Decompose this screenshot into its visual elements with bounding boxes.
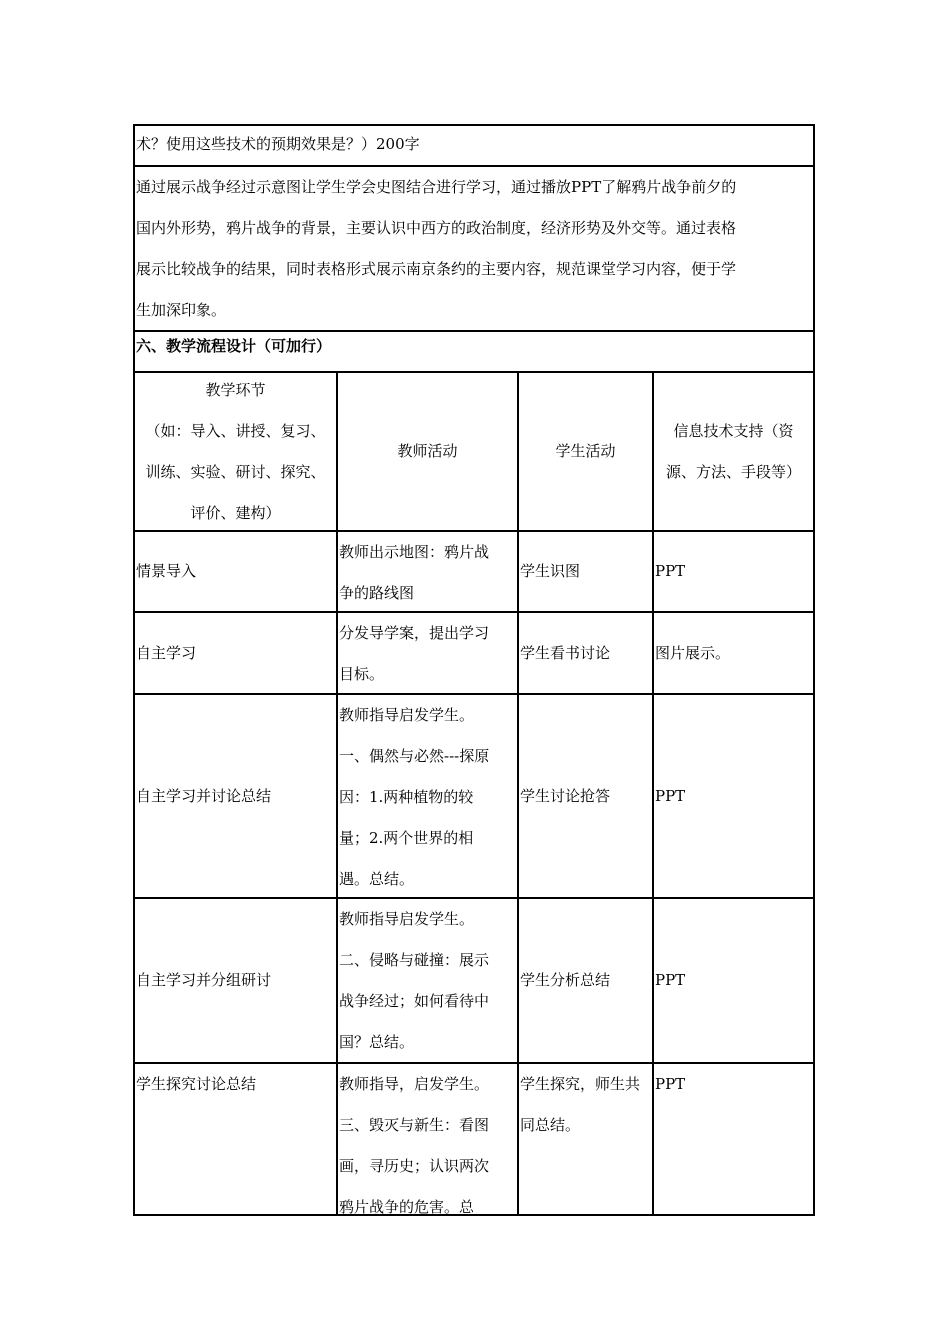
header-stage-line: 教学环节: [205, 380, 266, 399]
teacher-line: 国？总结。: [339, 1033, 415, 1051]
stage-text: 情景导入: [136, 562, 197, 580]
stage-cell: [135, 613, 338, 693]
table-row: [135, 1064, 815, 1216]
teacher-line: 鸦片战争的危害。总: [339, 1198, 475, 1214]
header-row: [135, 373, 815, 532]
header-tech-line: 信息技术支持（资: [673, 421, 794, 440]
section-title-row: [135, 332, 815, 373]
answer-line: 通过展示战争经过示意图让学生学会史图结合进行学习，通过播放PPT了解鸦片战争前夕的: [136, 178, 737, 196]
stage-cell: [135, 532, 338, 611]
stage-text: 自主学习并分组研讨: [136, 971, 272, 989]
stage-cell: [135, 1064, 338, 1214]
stage-cell: [135, 899, 338, 1062]
header-stage: [135, 373, 338, 530]
table-row: [135, 695, 815, 899]
tech-text: 图片展示。: [655, 643, 731, 662]
header-student-label: 学生活动: [555, 442, 616, 460]
student-line: 同总结。: [520, 1116, 581, 1134]
student-cell: [519, 899, 654, 1062]
student-cell: [519, 695, 654, 897]
student-text: 学生看书讨论: [520, 643, 611, 662]
tech-cell: [654, 613, 815, 693]
stage-text: 自主学习并讨论总结: [136, 786, 272, 805]
teacher-line: 教师指导启发学生。: [339, 910, 475, 928]
header-tech: [654, 373, 815, 530]
header-teacher: [338, 373, 519, 530]
answer-line: 国内外形势，鸦片战争的背景，主要认识中西方的政治制度，经济形势及外交等。通过表格: [136, 219, 737, 237]
answer-line: 生加深印象。: [136, 301, 227, 319]
stage-text: 学生探究讨论总结: [136, 1075, 257, 1093]
lesson-plan-table: [133, 124, 815, 1216]
teacher-line: 分发导学案，提出学习: [339, 624, 490, 642]
stage-text: 自主学习: [136, 643, 197, 662]
teacher-line: 因：1.两种植物的较: [339, 788, 474, 806]
header-stage-line: 评价、建构）: [190, 503, 281, 522]
teacher-cell: [338, 532, 519, 611]
student-cell: [519, 1064, 654, 1214]
table-row: [135, 613, 815, 695]
teacher-line: 教师指导，启发学生。: [339, 1075, 490, 1093]
student-line: 学生探究，师生共: [520, 1075, 641, 1093]
header-student: [519, 373, 654, 530]
teacher-line: 教师出示地图：鸦片战: [339, 543, 490, 561]
teacher-line: 战争经过；如何看待中: [339, 992, 490, 1010]
student-text: 学生识图: [520, 562, 581, 580]
tech-text: PPT: [655, 1075, 686, 1093]
header-tech-line: 源、方法、手段等）: [665, 462, 801, 481]
teacher-cell: [338, 613, 519, 693]
teacher-line: 二、侵略与碰撞：展示: [339, 951, 490, 969]
answer-row: [135, 167, 815, 332]
teacher-cell: [338, 695, 519, 897]
teacher-line: 量；2.两个世界的相: [339, 829, 474, 847]
header-stage-line: （如：导入、讲授、复习、: [145, 421, 326, 440]
tech-cell: [654, 695, 815, 897]
teacher-line: 一、偶然与必然---探原: [339, 747, 490, 765]
tech-cell: [654, 532, 815, 611]
teacher-line: 遇。总结。: [339, 870, 415, 888]
teacher-cell: [338, 1064, 519, 1214]
teacher-line: 争的路线图: [339, 584, 415, 602]
section-title: 六、教学流程设计（可加行）: [135, 332, 815, 371]
question-row: [135, 126, 815, 167]
header-teacher-label: 教师活动: [397, 442, 458, 460]
question-text: 术？使用这些技术的预期效果是？）200字: [135, 126, 815, 165]
tech-text: PPT: [655, 971, 686, 989]
tech-cell: [654, 899, 815, 1062]
header-stage-line: 训练、实验、研讨、探究、: [145, 462, 326, 481]
teacher-line: 教师指导启发学生。: [339, 706, 475, 724]
student-cell: [519, 613, 654, 693]
student-text: 学生分析总结: [520, 971, 611, 989]
tech-text: PPT: [655, 562, 686, 580]
answer-paragraph: [135, 167, 815, 330]
tech-text: PPT: [655, 786, 686, 805]
teacher-line: 三、毁灭与新生：看图: [339, 1116, 490, 1134]
teacher-line: 目标。: [339, 665, 385, 683]
stage-cell: [135, 695, 338, 897]
student-text: 学生讨论抢答: [520, 786, 611, 805]
answer-line: 展示比较战争的结果，同时表格形式展示南京条约的主要内容，规范课堂学习内容，便于学: [136, 260, 737, 278]
student-cell: [519, 532, 654, 611]
table-row: [135, 532, 815, 613]
table-row: [135, 899, 815, 1064]
teacher-cell: [338, 899, 519, 1062]
teacher-line: 画，寻历史；认识两次: [339, 1157, 490, 1175]
tech-cell: [654, 1064, 815, 1214]
